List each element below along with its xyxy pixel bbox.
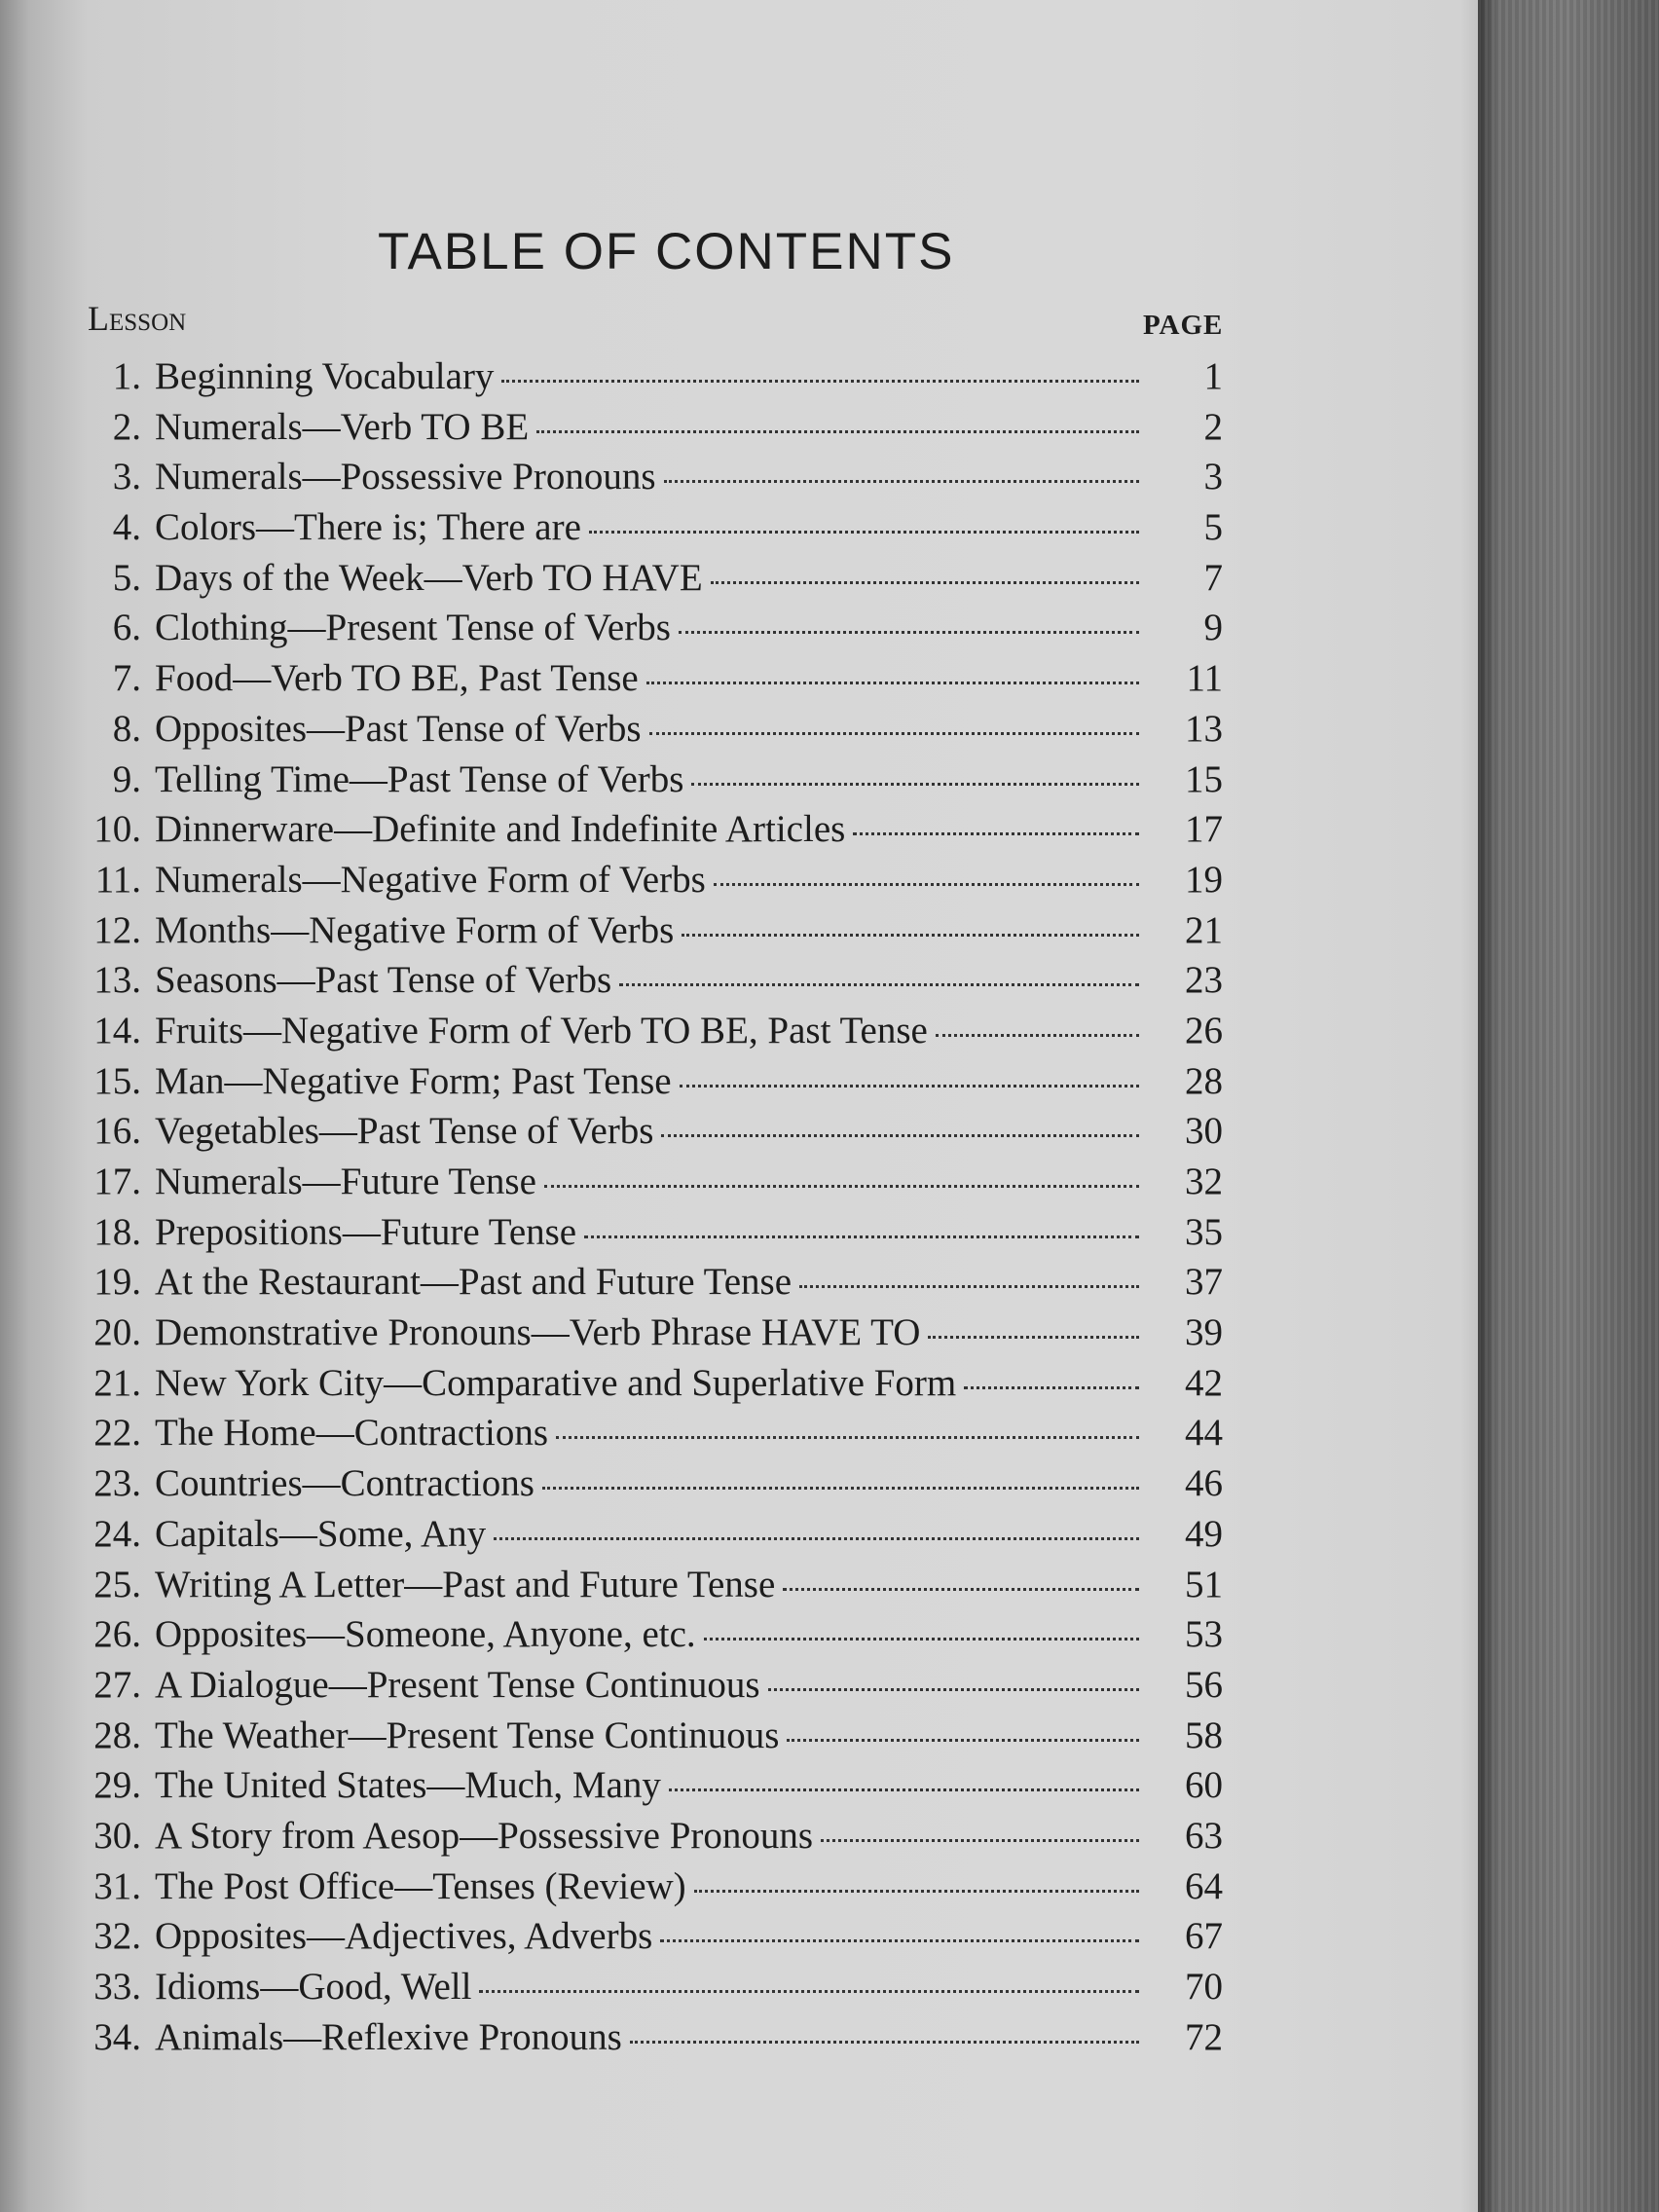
lesson-title: Writing A Letter—Past and Future Tense bbox=[155, 1563, 776, 1605]
lesson-title: Animals—Reflexive Pronouns bbox=[155, 2015, 622, 2058]
page-number: 67 bbox=[1185, 1915, 1223, 1958]
lesson-number: 20. bbox=[93, 1311, 141, 1354]
lesson-title: Capitals—Some, Any bbox=[155, 1512, 487, 1555]
page-number: 21 bbox=[1185, 908, 1223, 951]
lesson-number: 23. bbox=[93, 1462, 141, 1505]
dot-leader bbox=[768, 1688, 1139, 1691]
toc-entry bbox=[0, 1461, 1266, 1512]
toc-entry bbox=[0, 1411, 1266, 1461]
page-title: TABLE OF CONTENTS bbox=[378, 223, 955, 280]
dot-leader bbox=[694, 1890, 1139, 1893]
page-number: 15 bbox=[1185, 757, 1223, 800]
dot-leader bbox=[680, 1085, 1139, 1088]
lesson-number: 27. bbox=[93, 1663, 141, 1706]
lesson-title: Telling Time—Past Tense of Verbs bbox=[155, 757, 684, 800]
toc-entry bbox=[0, 1914, 1266, 1965]
dot-leader bbox=[542, 1487, 1139, 1490]
lesson-title: A Story from Aesop—Possessive Pronouns bbox=[155, 1814, 814, 1857]
toc-entry bbox=[0, 606, 1266, 656]
lesson-title: Days of the Week—Verb TO HAVE bbox=[155, 556, 703, 599]
page-number: 72 bbox=[1185, 2015, 1223, 2058]
page-number: 26 bbox=[1185, 1009, 1223, 1051]
lesson-number: 24. bbox=[93, 1512, 141, 1555]
toc-entry bbox=[0, 807, 1266, 858]
dot-leader bbox=[584, 1235, 1139, 1238]
lesson-number: 12. bbox=[93, 908, 141, 951]
page-number: 13 bbox=[1185, 707, 1223, 750]
lesson-title: Numerals—Possessive Pronouns bbox=[155, 456, 656, 498]
page-number: 37 bbox=[1185, 1261, 1223, 1304]
lesson-number: 25. bbox=[93, 1563, 141, 1605]
page-number: 63 bbox=[1185, 1814, 1223, 1857]
toc-entry bbox=[0, 1965, 1266, 2015]
lesson-title: Opposites—Past Tense of Verbs bbox=[155, 707, 642, 750]
toc-entry bbox=[0, 858, 1266, 908]
page-number: 56 bbox=[1185, 1663, 1223, 1706]
toc-entry bbox=[0, 1814, 1266, 1864]
lesson-number: 14. bbox=[93, 1009, 141, 1051]
lesson-number: 15. bbox=[93, 1059, 141, 1102]
lesson-title: Demonstrative Pronouns—Verb Phrase HAVE TO bbox=[155, 1311, 921, 1354]
dot-leader bbox=[660, 1939, 1139, 1942]
toc-entry bbox=[0, 1663, 1266, 1714]
lesson-number: 10. bbox=[93, 808, 141, 851]
dot-leader bbox=[649, 732, 1139, 735]
toc-entry bbox=[0, 1210, 1266, 1261]
lesson-number: 7. bbox=[112, 657, 141, 700]
dot-leader bbox=[964, 1386, 1139, 1389]
lesson-title: Months—Negative Form of Verbs bbox=[155, 908, 675, 951]
page-number: 30 bbox=[1185, 1110, 1223, 1153]
toc-entry bbox=[0, 2015, 1266, 2066]
lesson-title: Opposites—Someone, Anyone, etc. bbox=[155, 1613, 696, 1656]
dot-leader bbox=[682, 934, 1139, 937]
lesson-number: 19. bbox=[93, 1261, 141, 1304]
lesson-title: Fruits—Negative Form of Verb TO BE, Past Tense bbox=[155, 1009, 928, 1051]
lesson-number: 22. bbox=[93, 1412, 141, 1455]
dot-leader bbox=[664, 480, 1139, 483]
lesson-title: Idioms—Good, Well bbox=[155, 1966, 472, 2008]
page-column-header: PAGE bbox=[1143, 310, 1224, 341]
dot-leader bbox=[501, 380, 1139, 383]
book-edge bbox=[1478, 0, 1659, 2212]
toc-entry bbox=[0, 1059, 1266, 1110]
page-number: 1 bbox=[1203, 355, 1223, 397]
page-number: 70 bbox=[1185, 1966, 1223, 2008]
lesson-title: Numerals—Verb TO BE bbox=[155, 405, 530, 448]
page-number: 60 bbox=[1185, 1764, 1223, 1807]
lesson-title: Clothing—Present Tense of Verbs bbox=[155, 607, 671, 649]
toc-entry bbox=[0, 405, 1266, 456]
toc-entry bbox=[0, 707, 1266, 757]
dot-leader bbox=[928, 1336, 1139, 1339]
dot-leader bbox=[704, 1638, 1139, 1641]
page-number: 5 bbox=[1203, 506, 1223, 549]
dot-leader bbox=[799, 1285, 1139, 1288]
dot-leader bbox=[783, 1588, 1139, 1591]
page-number: 58 bbox=[1185, 1714, 1223, 1756]
page-number: 23 bbox=[1185, 959, 1223, 1002]
page-number: 7 bbox=[1203, 556, 1223, 599]
dot-leader bbox=[821, 1839, 1139, 1842]
lesson-title: The United States—Much, Many bbox=[155, 1764, 661, 1807]
lesson-number: 28. bbox=[93, 1714, 141, 1756]
lesson-title: Vegetables—Past Tense of Verbs bbox=[155, 1110, 654, 1153]
lesson-number: 33. bbox=[93, 1966, 141, 2008]
toc-entry bbox=[0, 656, 1266, 707]
lesson-number: 8. bbox=[112, 707, 141, 750]
lesson-number: 4. bbox=[112, 506, 141, 549]
dot-leader bbox=[711, 581, 1139, 584]
page-number: 9 bbox=[1203, 607, 1223, 649]
toc-entry bbox=[0, 1361, 1266, 1412]
lesson-number: 32. bbox=[93, 1915, 141, 1958]
dot-leader bbox=[536, 430, 1139, 433]
dot-leader bbox=[661, 1134, 1139, 1137]
page-number: 42 bbox=[1185, 1361, 1223, 1404]
dot-leader bbox=[494, 1537, 1139, 1540]
page-number: 46 bbox=[1185, 1462, 1223, 1505]
toc-entry bbox=[0, 1763, 1266, 1814]
lesson-number: 30. bbox=[93, 1814, 141, 1857]
lesson-number: 5. bbox=[112, 556, 141, 599]
lesson-number: 31. bbox=[93, 1864, 141, 1907]
toc-entry bbox=[0, 1160, 1266, 1210]
lesson-number: 34. bbox=[93, 2015, 141, 2058]
page-number: 53 bbox=[1185, 1613, 1223, 1656]
dot-leader bbox=[679, 631, 1139, 634]
lesson-number: 18. bbox=[93, 1210, 141, 1253]
page-number: 3 bbox=[1203, 456, 1223, 498]
dot-leader bbox=[936, 1034, 1139, 1037]
lesson-title: Man—Negative Form; Past Tense bbox=[155, 1059, 672, 1102]
dot-leader bbox=[691, 783, 1139, 786]
toc-entry bbox=[0, 958, 1266, 1009]
dot-leader bbox=[630, 2041, 1139, 2044]
page-number: 64 bbox=[1185, 1864, 1223, 1907]
lesson-number: 21. bbox=[93, 1361, 141, 1404]
toc-entry bbox=[0, 1310, 1266, 1361]
page-number: 35 bbox=[1185, 1210, 1223, 1253]
lesson-number: 9. bbox=[112, 757, 141, 800]
toc-entry bbox=[0, 757, 1266, 808]
lesson-title: Food—Verb TO BE, Past Tense bbox=[155, 657, 639, 700]
lesson-title: The Post Office—Tenses (Review) bbox=[155, 1864, 686, 1907]
lesson-number: 6. bbox=[112, 607, 141, 649]
lesson-title: Beginning Vocabulary bbox=[155, 355, 495, 397]
toc-entry bbox=[0, 1563, 1266, 1613]
dot-leader bbox=[714, 883, 1139, 886]
lesson-number: 3. bbox=[112, 456, 141, 498]
lesson-number: 26. bbox=[93, 1613, 141, 1656]
dot-leader bbox=[646, 682, 1139, 684]
lesson-title: New York City—Comparative and Superlative Form bbox=[155, 1361, 957, 1404]
dot-leader bbox=[589, 531, 1139, 534]
page-number: 39 bbox=[1185, 1311, 1223, 1354]
lesson-title: Opposites—Adjectives, Adverbs bbox=[155, 1915, 653, 1958]
lesson-title: Numerals—Negative Form of Verbs bbox=[155, 858, 706, 901]
page-number: 2 bbox=[1203, 405, 1223, 448]
page-number: 44 bbox=[1185, 1412, 1223, 1455]
lesson-title: The Home—Contractions bbox=[155, 1412, 548, 1455]
lesson-number: 1. bbox=[112, 355, 141, 397]
toc-entry bbox=[0, 1512, 1266, 1563]
page-number: 19 bbox=[1185, 858, 1223, 901]
toc-entry bbox=[0, 354, 1266, 405]
lesson-title: Numerals—Future Tense bbox=[155, 1161, 536, 1202]
dot-leader bbox=[669, 1788, 1139, 1791]
dot-leader bbox=[619, 983, 1139, 986]
toc-entry bbox=[0, 556, 1266, 607]
lesson-title: Countries—Contractions bbox=[155, 1462, 535, 1505]
lesson-title: Seasons—Past Tense of Verbs bbox=[155, 959, 612, 1002]
toc-list bbox=[0, 354, 1266, 2065]
lesson-title: Colors—There is; There are bbox=[155, 506, 581, 549]
lesson-column-header: Lesson bbox=[88, 299, 187, 338]
lesson-number: 16. bbox=[93, 1110, 141, 1153]
dot-leader bbox=[853, 832, 1139, 835]
toc-entry bbox=[0, 505, 1266, 556]
page-number: 11 bbox=[1186, 657, 1223, 700]
lesson-number: 29. bbox=[93, 1764, 141, 1807]
lesson-number: 2. bbox=[112, 405, 141, 448]
dot-leader bbox=[479, 1990, 1139, 1993]
lesson-number: 11. bbox=[94, 858, 141, 901]
toc-entry bbox=[0, 908, 1266, 959]
dot-leader bbox=[787, 1739, 1139, 1742]
lesson-title: Prepositions—Future Tense bbox=[155, 1210, 577, 1253]
toc-entry bbox=[0, 1009, 1266, 1059]
page-number: 32 bbox=[1185, 1161, 1223, 1202]
lesson-title: At the Restaurant—Past and Future Tense bbox=[155, 1261, 793, 1304]
dot-leader bbox=[556, 1436, 1139, 1439]
toc-entry bbox=[0, 1109, 1266, 1160]
lesson-title: Dinnerware—Definite and Indefinite Articles bbox=[155, 808, 846, 851]
toc-entry bbox=[0, 1260, 1266, 1310]
page-number: 49 bbox=[1185, 1512, 1223, 1555]
toc-entry bbox=[0, 1714, 1266, 1764]
page-number: 28 bbox=[1185, 1059, 1223, 1102]
toc-entry bbox=[0, 1864, 1266, 1915]
page-number: 17 bbox=[1185, 808, 1223, 851]
lesson-number: 17. bbox=[93, 1161, 141, 1202]
lesson-number: 13. bbox=[93, 959, 141, 1002]
toc-entry bbox=[0, 455, 1266, 505]
dot-leader bbox=[544, 1185, 1139, 1188]
lesson-title: The Weather—Present Tense Continuous bbox=[155, 1714, 780, 1756]
toc-entry bbox=[0, 1612, 1266, 1663]
lesson-title: A Dialogue—Present Tense Continuous bbox=[155, 1663, 760, 1706]
page-number: 51 bbox=[1185, 1563, 1223, 1605]
